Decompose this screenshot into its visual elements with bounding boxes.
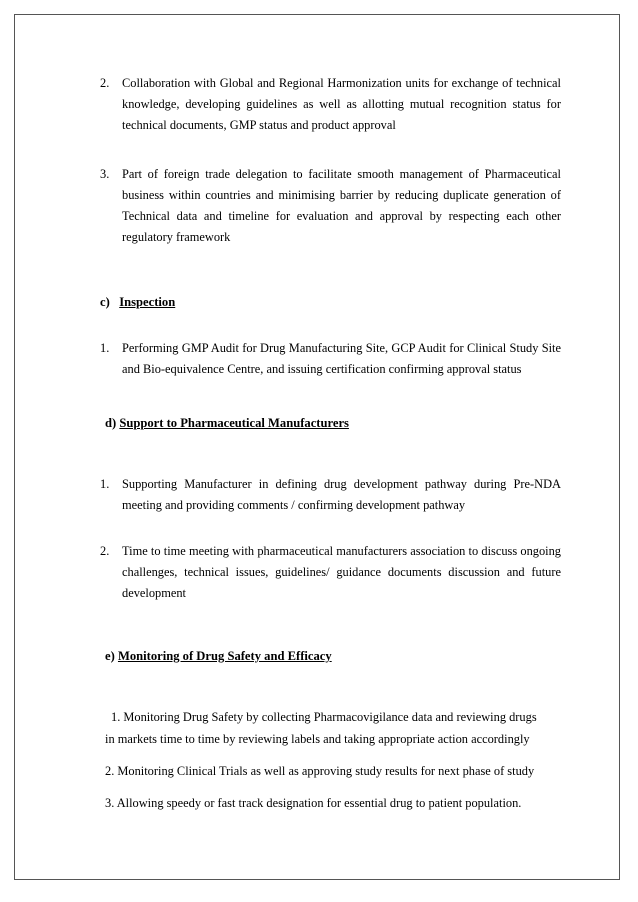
section-title: Monitoring of Drug Safety and Efficacy [117,649,332,663]
section-heading-monitoring [105,647,332,665]
list-item-c-1 [100,338,561,380]
list-item-number: 3. [100,167,110,181]
monitoring-item-2: 2. Monitoring Clinical Trials as well as approving study results for next phase of study [105,764,535,778]
section-title: Support to Pharmaceutical Manufacturers [119,416,349,430]
section-marker: c) [100,295,110,309]
list-item-number: 1. [100,477,110,491]
list-item-number: 1. [100,341,110,355]
section-heading-support [105,414,349,432]
monitoring-item-3: 3. Allowing speedy or fast track designation for essential drug to patient population. [105,796,522,810]
list-item-number: 2. [100,544,110,558]
list-item-text: Part of foreign trade delegation to facilitate smooth management of Pharmaceutical business within countries and minimising barrier by reducing duplicate generation of Technical data and timeline for evaluation and approval by respecting each other regulatory framework [122,167,561,244]
list-item-number: 2. [100,76,110,90]
list-item-text: Supporting Manufacturer in defining drug development pathway during Pre-NDA meeting and providing comments / confirming development pathway [122,477,561,512]
section-heading-inspection [100,293,175,311]
list-item-b-2 [100,73,561,136]
section-marker: e) [105,649,115,663]
list-item-d-1 [100,474,561,516]
section-marker: d) [105,416,117,430]
list-item-d-2 [100,541,561,604]
section-title: Inspection [119,295,176,309]
list-item-text: Performing GMP Audit for Drug Manufacturing Site, GCP Audit for Clinical Study Site and Bio-equivalence Centre, and issuing certification confirming approval status [122,341,561,376]
list-item-b-3 [100,164,561,248]
monitoring-item-1-line-1: 1. Monitoring Drug Safety by collecting Pharmacovigilance data and reviewing drugs [111,710,537,724]
list-item-text: Time to time meeting with pharmaceutical manufacturers association to discuss ongoing challenges, technical issues, guidelines/ guidance documents discussion and future development [122,544,561,600]
list-item-text: Collaboration with Global and Regional Harmonization units for exchange of technical knowledge, developing guidelines as well as allotting mutual recognition status for technical documents, GMP status and product approval [122,76,561,132]
monitoring-item-1-line-2: in markets time to time by reviewing labels and taking appropriate action accordingly [105,732,530,746]
